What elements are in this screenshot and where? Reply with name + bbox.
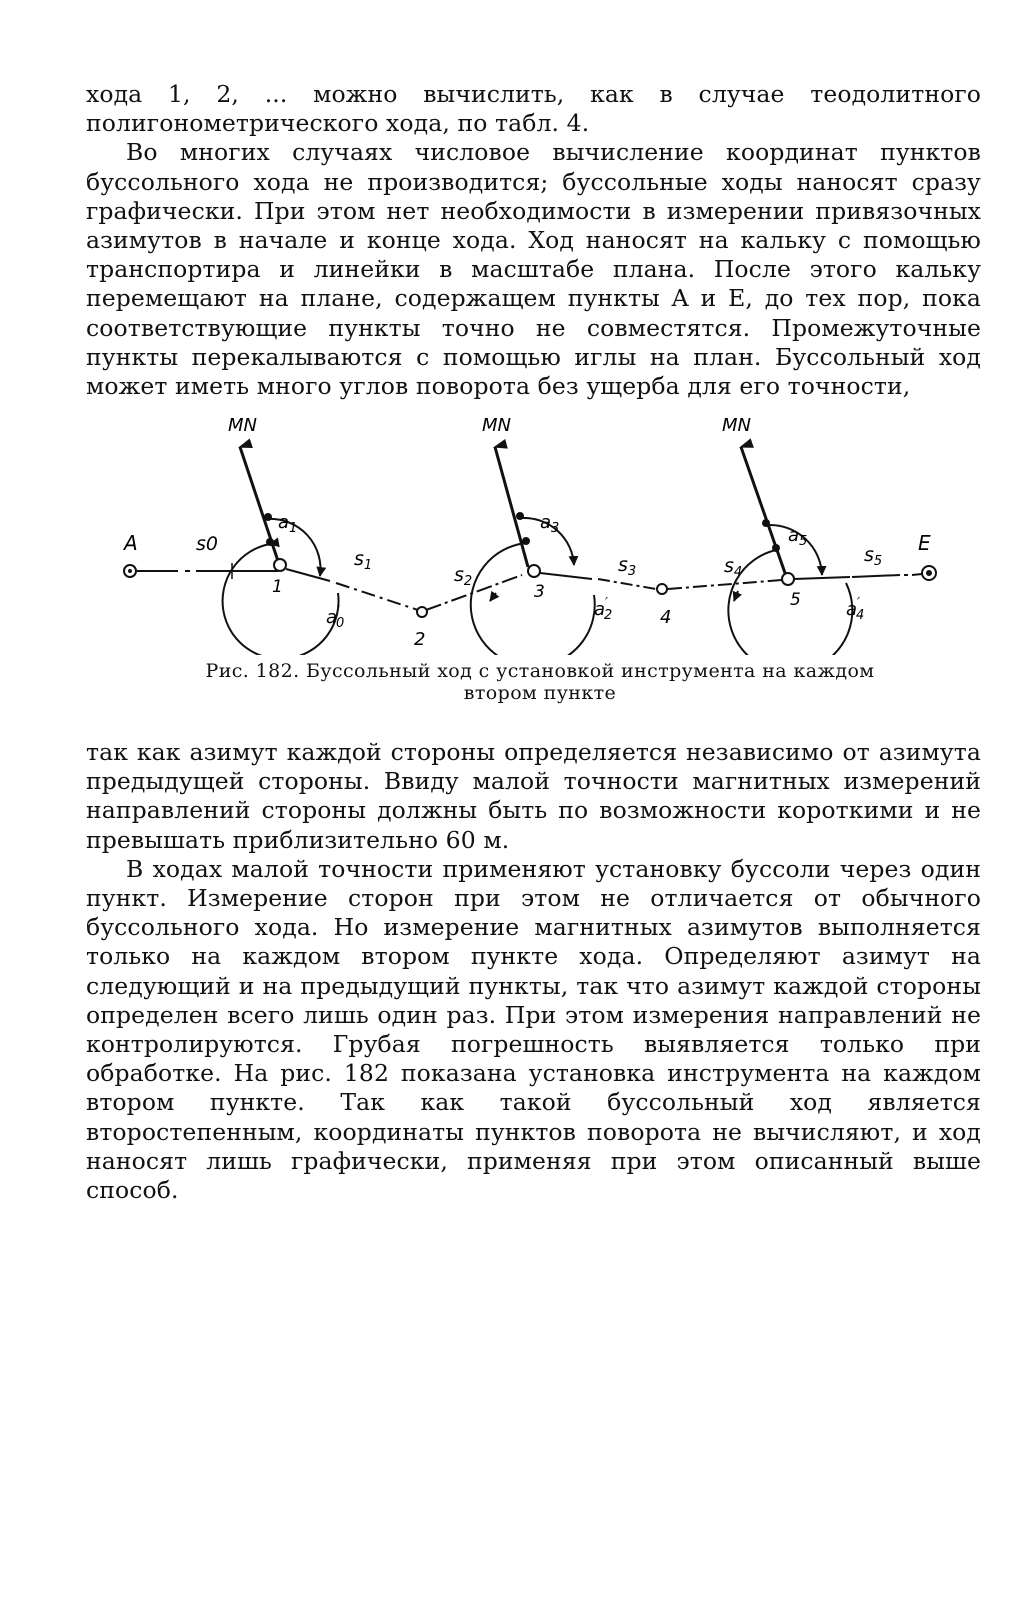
point-4 [657,584,667,594]
paragraph-3: так как азимут каждой стороны определяется независимо от азимута предыдущей стороны. Ввиду малой точности магнитных измерений направлений стороны должны быть по возможности короткими и не превышать приблизительно 60 м. [86,738,981,854]
label-mn-1: MN [228,415,257,436]
side-s5 [852,575,900,577]
side-s4 [668,580,782,589]
label-point-1: 1 [272,577,283,597]
label-a2-prime: a′ 2 [594,596,613,623]
text-block-bottom [86,738,981,1205]
label-s3: $s_3$ [618,554,637,579]
label-a0-prime: a′ 0 [326,604,345,631]
point-3 [528,565,540,577]
label-point-3: 3 [534,582,545,602]
label-s5: $s_5$ [864,544,883,569]
label-s4: $s_4$ [724,555,743,580]
caption-line-1: Рис. 182. Буссольный ход с установкой инструмента на каждом [205,660,875,682]
label-a3: $a_3$ [540,512,560,536]
point-A [122,531,138,577]
label-a4-prime: a′ 4 [846,596,865,623]
point-E [918,531,936,580]
station-3 [471,415,613,655]
side-s2 [426,575,522,610]
label-point-E: E [918,531,931,555]
label-s0: s0 [196,533,218,555]
text-block-top [86,80,981,401]
paragraph-1: хода 1, 2, ... можно вычислить, как в случае теодолитного полигонометрического хода, по табл. 4. [86,80,981,138]
side-s1 [336,583,418,610]
label-point-A: A [124,531,138,555]
label-point-5: 5 [790,590,801,610]
point-2 [417,607,427,617]
label-mn-3: MN [482,415,511,436]
point-1 [274,559,286,571]
figure-182-traverse-diagram [0,405,1026,655]
station-1 [223,415,345,655]
label-a1: $a_1$ [278,512,298,536]
paragraph-4: В ходах малой точности применяют установку буссоли через один пункт. Измерение сторон при этом не отличается от обычного буссольного хода. Но измерение магнитных азимутов выполняется только на каждом втором пункте хода. Определяют азимут на следующий и на предыдущий пункты, так что азимут каждой стороны определен всего лишь один раз. При этом измерения направлений не контролируются. Грубая погрешность выявляется только при обработке. На рис. 182 показана установка инструмента на каждом втором пункте. Так как такой буссольный ход является второстепенным, координаты пунктов поворота не вычисляют, и ход наносят лишь графически, применяя при этом описанный выше способ. [86,854,981,1205]
station-5 [722,415,864,655]
label-s1: $s_1$ [354,548,373,573]
label-point-4: 4 [660,607,672,628]
point-5 [782,573,794,585]
side-s3 [598,579,656,589]
label-s2: $s_2$ [454,564,473,589]
mn-arrow-3 [495,447,528,567]
paragraph-2: Во многих случаях числовое вычисление координат пунктов буссольного хода не производится; буссольные ходы наносят сразу графически. При этом нет необходимости в измерении привязочных азимутов в начале и конце хода. Ход наносят на кальку с помощью транспортира и линейки в масштабе плана. После этого кальку перемещают на плане, содержащем пункты A и E, до тех пор, пока соответствующие пункты точно не совместятся. Промежуточные пункты перекалываются с помощью иглы на план. Буссольный ход может иметь много углов поворота без ущерба для его точности, [86,138,981,401]
caption-line-2: втором пункте [463,682,617,704]
label-mn-5: MN [722,415,751,436]
figure-caption [160,660,920,704]
label-a5: $a_5$ [788,525,808,549]
label-point-2: 2 [414,629,426,650]
